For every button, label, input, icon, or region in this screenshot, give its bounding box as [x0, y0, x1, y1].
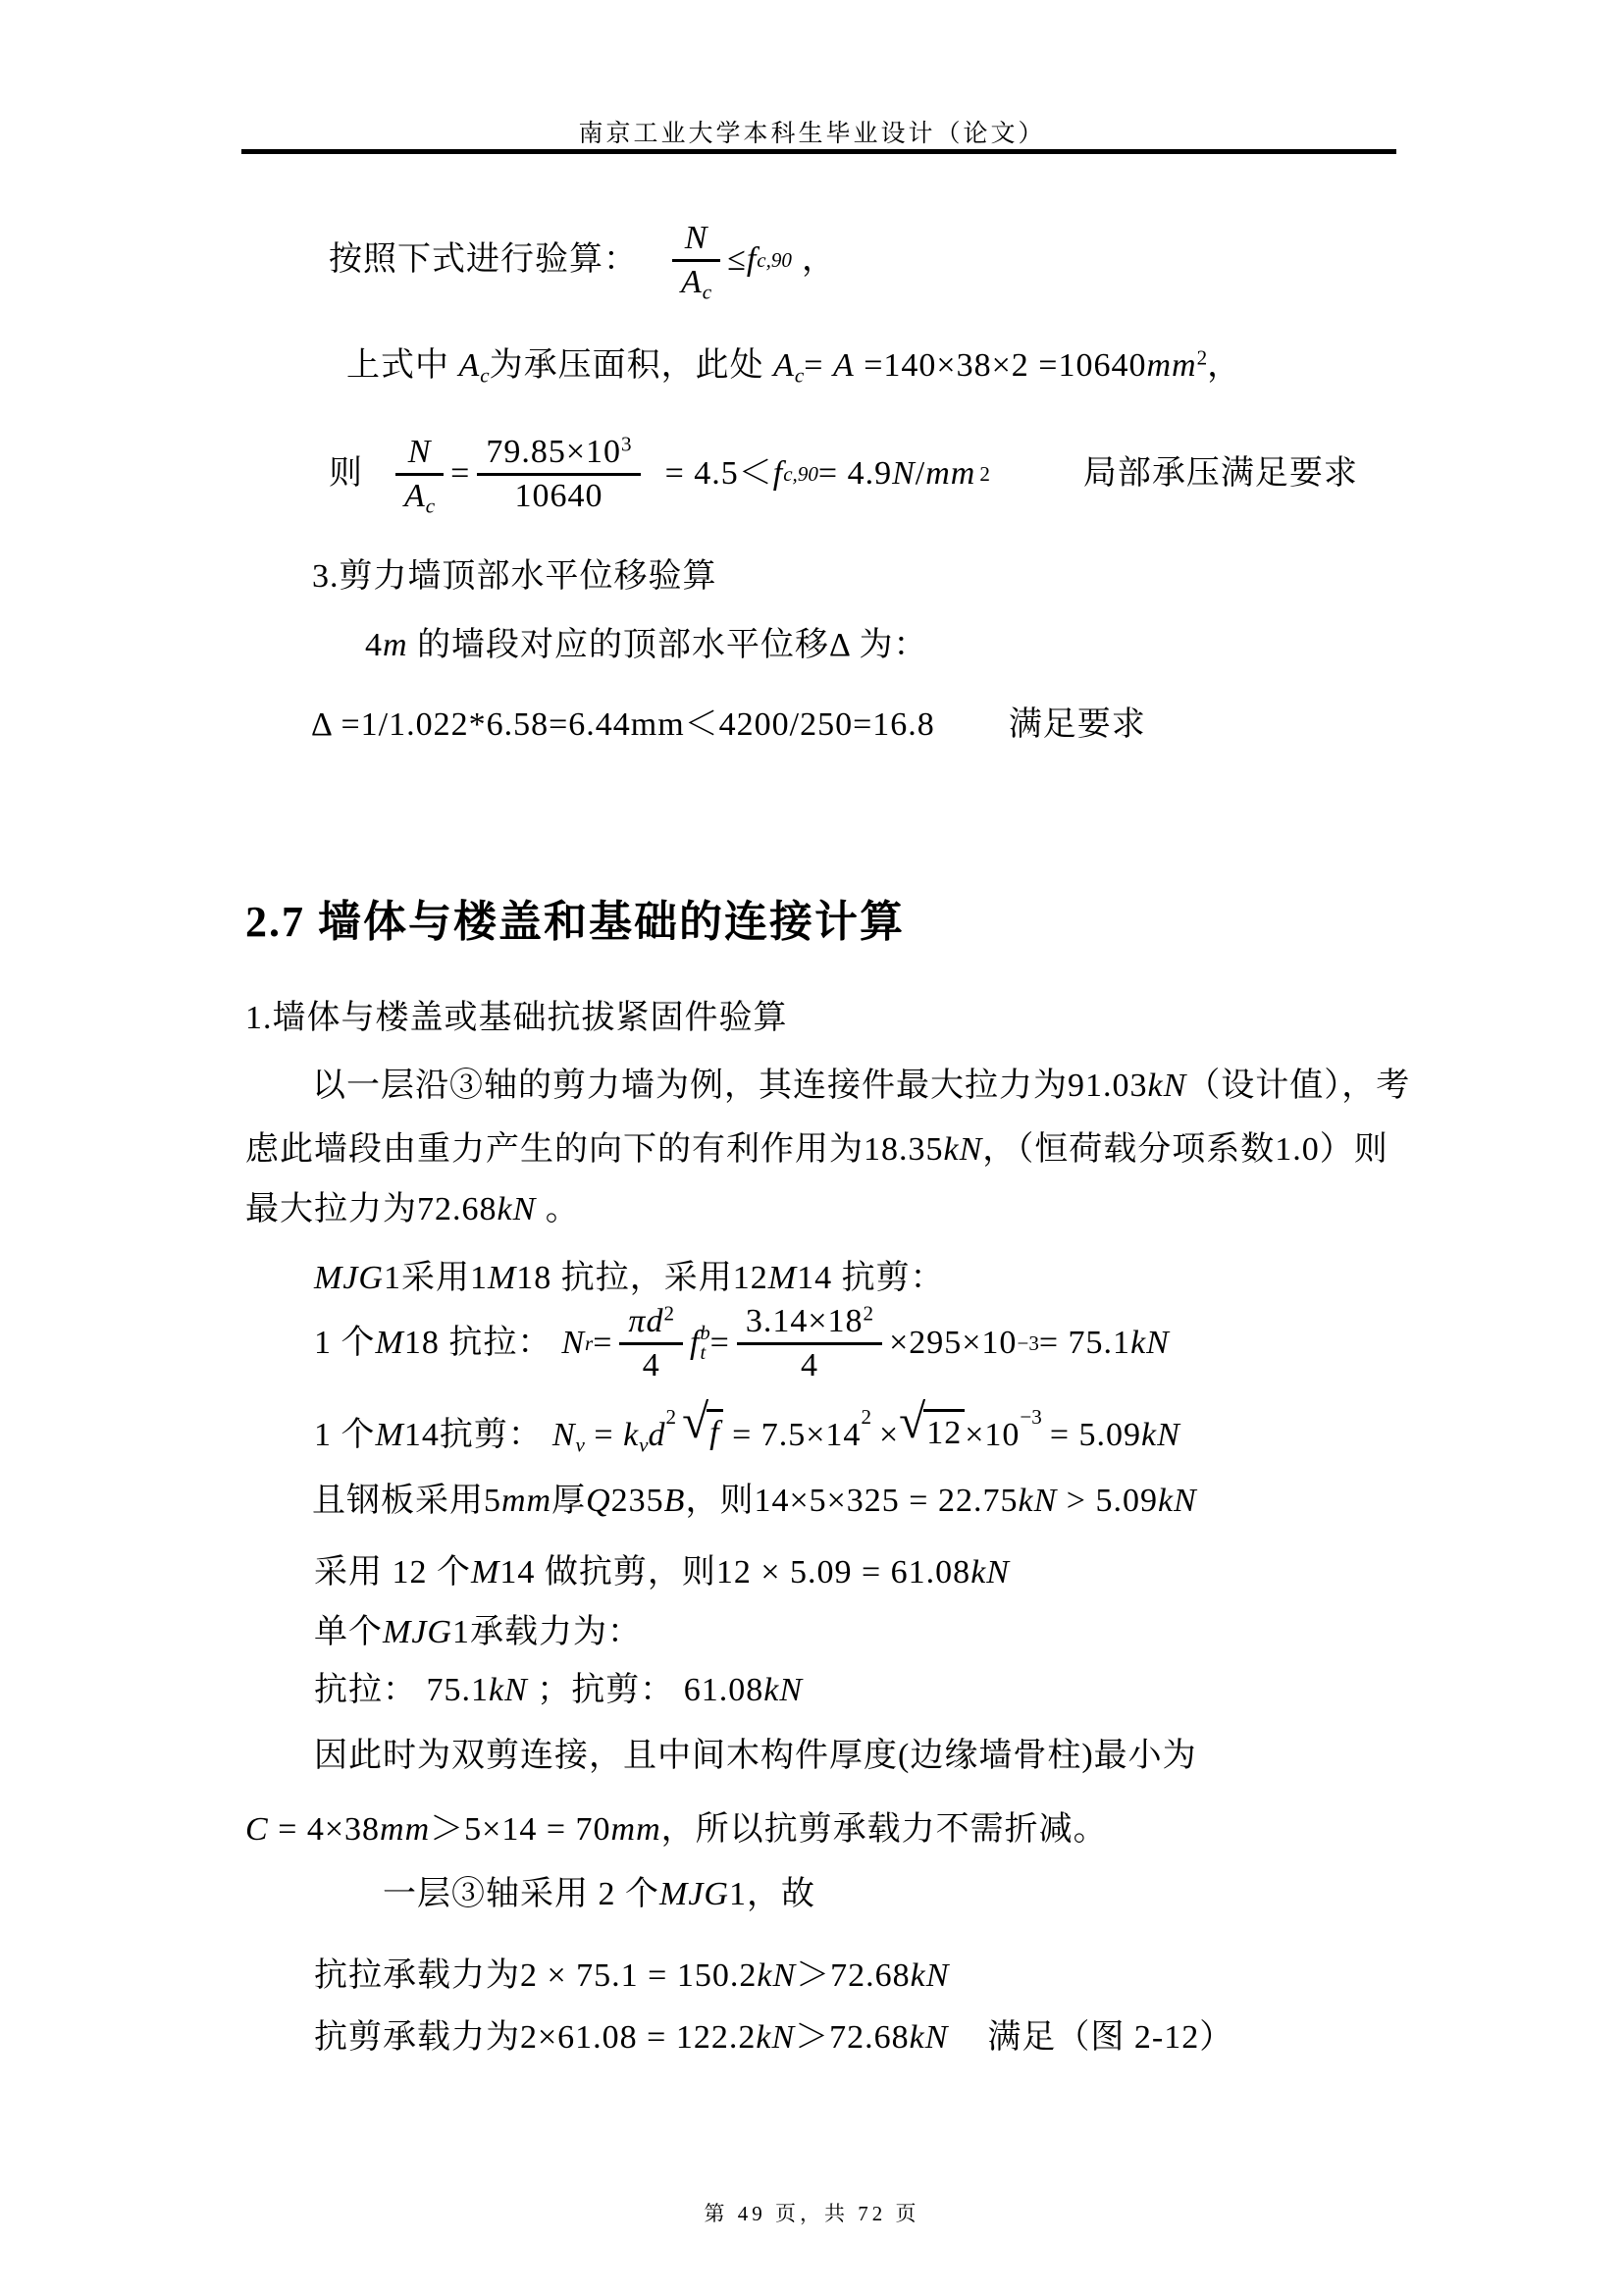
tension-capacity-line: 抗拉承载力为2 × 75.1 = 150.2kN＞72.68kN	[314, 1957, 950, 1994]
header-rule	[241, 149, 1396, 154]
verify-formula-line: 按照下式进行验算： $\frac{N}{A_c}$ ≤ f c,90 ，	[329, 219, 836, 304]
shear-capacity-line: 抗剪承载力为2×61.08 = 122.2kN＞72.68kN 满足（图 2-12）	[314, 2019, 1234, 2056]
page-header-title: 南京工业大学本科生毕业设计（论文）	[578, 121, 1046, 147]
paragraph-line-1: 以一层沿③轴的剪力墙为例，其连接件最大拉力为91.03kN（设计值），考	[312, 1068, 1411, 1104]
page-footer: 第 49 页，共 72 页	[704, 2202, 920, 2225]
paragraph-line-2: 虑此墙段由重力产生的向下的有利作用为18.35kN，（恒荷载分项系数1.0）则	[245, 1131, 1388, 1168]
mjg1-count-line: 一层③轴采用 2 个MJG1，故	[383, 1876, 815, 1912]
thickness-check-line: C = 4×38mm＞5×14 = 70mm，所以抗剪承载力不需折减。	[245, 1811, 1108, 1848]
section-2-7-heading: 2.7 墙体与楼盖和基础的连接计算	[245, 898, 905, 946]
bearing-area-line: 上式中 $A_c$为承压面积，此处 $A_c= A =140\times 38\times 2 =10640mm^2$，	[346, 345, 1242, 388]
item1-heading: 1.墙体与楼盖或基础抗拔紧固件验算	[245, 1000, 788, 1036]
displacement-check-line: Δ =1/1.022*6.58=6.44mm＜4200/250=16.8 满足要求	[311, 706, 1146, 743]
twelve-m14-line: 采用 12 个M14 做抗剪，则12 × 5.09 = 61.08kN	[314, 1554, 1010, 1591]
bearing-check-line: 则 $\frac{N}{A_c}$ = $\frac{79.85\times 10^3}{10640}$ = 4.5＜ f c,90 = 4.9 N / mm 2 局部承压满足要求	[329, 432, 1358, 518]
capacity-values-line: 抗拉： 75.1kN ；抗剪： 61.08kN	[314, 1672, 804, 1708]
mjg1-intro-line: MJG1采用1M18 抗拉，采用12M14 抗剪：	[314, 1260, 945, 1296]
steel-plate-line: 且钢板采用5mm厚Q235B，则14×5×325 = 22.75kN > 5.09kN	[312, 1483, 1197, 1519]
m14-shear-formula: 1 个M14抗剪： $N_v = k_vd^2$ √ f = $7.5\times 14^2\times$ √ 12 $\times 10^{-3}= 5.09kN$	[314, 1394, 1180, 1457]
double-shear-line: 因此时为双剪连接，且中间木构件厚度(边缘墙骨柱)最小为	[314, 1738, 1197, 1774]
item3-heading: 3.剪力墙顶部水平位移验算	[312, 558, 717, 595]
m18-tension-formula: 1 个 M 18 抗拉： N r = $\frac{\pi d^2}{4}$ f b t = $\frac{3.14\times 18^2}{4}$ ×295×10 −3 = 75.1 kN	[314, 1301, 1170, 1383]
wall-displacement-line: 4m 的墙段对应的顶部水平位移Δ 为：	[365, 627, 928, 663]
mjg1-capacity-line: 单个MJG1承载力为：	[314, 1614, 642, 1650]
paragraph-line-3: 最大拉力为72.68kN 。	[245, 1191, 580, 1227]
